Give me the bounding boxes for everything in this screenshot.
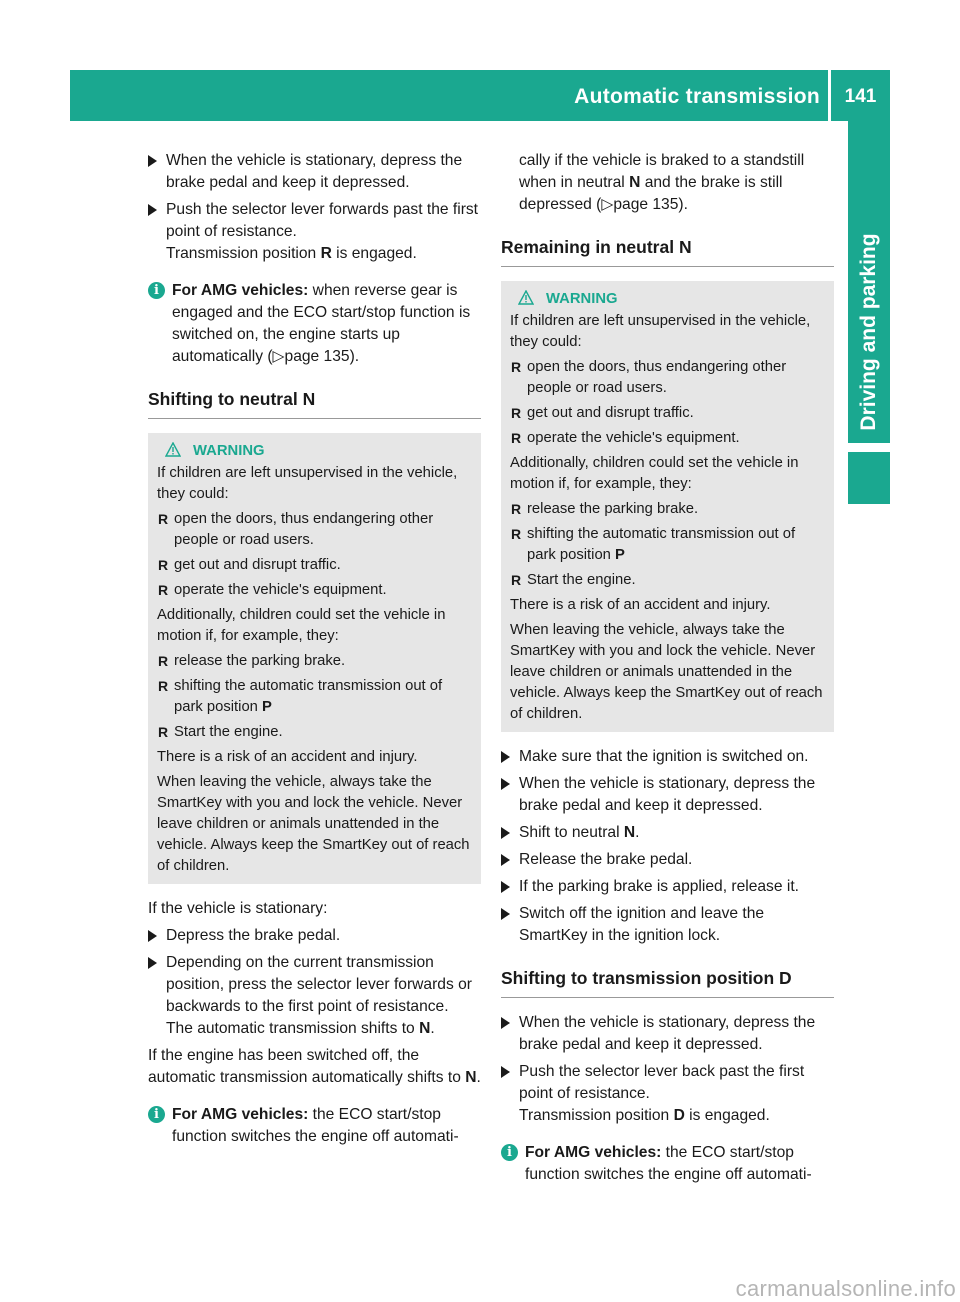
page-number: 141 xyxy=(844,86,877,107)
step-arrow-icon xyxy=(501,881,510,893)
section-heading: Shifting to transmission position D xyxy=(501,967,834,998)
warning-box xyxy=(501,281,834,732)
step-arrow-icon xyxy=(501,827,510,839)
watermark: carmanualsonline.info xyxy=(735,1276,956,1301)
step-arrow-icon xyxy=(501,908,510,920)
bullet-item: R shifting the automatic transmission out of park position P xyxy=(158,678,443,715)
warning-text: Additionally, children could set the vehicle in motion if, for example, they: xyxy=(157,607,446,644)
instruction-step: When the vehicle is stationary, depress the brake pedal and keep it depressed. xyxy=(148,150,481,194)
bullet-item: R open the doors, thus endangering other people or road users. xyxy=(511,359,787,396)
info-note: i For AMG vehicles: the ECO start/stop function switches the engine off automati- xyxy=(501,1142,834,1186)
bullet-item: R open the doors, thus endangering other people or road users. xyxy=(158,511,434,548)
instruction-step: Make sure that the ignition is switched on. xyxy=(501,746,834,768)
step-arrow-icon xyxy=(501,1066,510,1078)
instruction-step: Shift to neutral N. xyxy=(501,822,834,844)
instruction-step: Depending on the current transmission position, press the selector lever forwards or backwards to the first point of resistance. The automatic transmission shifts to N. xyxy=(148,952,481,1040)
info-note: i For AMG vehicles: the ECO start/stop function switches the engine off automati- xyxy=(148,1104,481,1148)
warning-text: If children are left unsupervised in the vehicle, they could: xyxy=(510,313,811,350)
step-arrow-icon xyxy=(148,204,157,216)
bullet-item: R operate the vehicle's equipment. xyxy=(158,582,387,598)
step-arrow-icon xyxy=(501,778,510,790)
warning-heading: WARNING xyxy=(157,441,473,462)
step-arrow-icon xyxy=(148,155,157,167)
bullet-item: R Start the engine. xyxy=(158,724,283,740)
bullet-item: R shifting the automatic transmission out of park position P xyxy=(511,526,796,563)
chapter-tab-label: Driving and parking xyxy=(857,233,880,431)
warning-text: There is a risk of an accident and injury. xyxy=(157,749,418,765)
bullet-item: R get out and disrupt traffic. xyxy=(511,405,694,421)
warning-heading: WARNING xyxy=(510,289,826,310)
step-result: Transmission position R is engaged. xyxy=(166,245,417,262)
info-note: i For AMG vehicles: when reverse gear is engaged and the ECO start/stop function is switched on, the engine starts up automatically (▷page 135). xyxy=(148,280,481,368)
warning-box xyxy=(148,433,481,884)
instruction-step: When the vehicle is stationary, depress the brake pedal and keep it depressed. xyxy=(501,773,834,817)
warning-text: There is a risk of an accident and injury. xyxy=(510,597,771,613)
step-arrow-icon xyxy=(501,751,510,763)
instruction-step: Release the brake pedal. xyxy=(501,849,834,871)
body-text: cally if the vehicle is braked to a standstill when in neutral N and the brake is still depressed (▷page 135). xyxy=(519,152,805,213)
bullet-item: R operate the vehicle's equipment. xyxy=(511,430,740,446)
warning-triangle-icon xyxy=(165,442,181,457)
step-arrow-icon xyxy=(501,854,510,866)
chapter-marker xyxy=(848,452,890,504)
section-heading: Remaining in neutral N xyxy=(501,236,834,267)
page-header xyxy=(70,70,890,121)
warning-text: When leaving the vehicle, always take the SmartKey with you and lock the vehicle. Never leave children or animals unattended in the vehicle. Always keep the SmartKey out of reach of children. xyxy=(157,774,470,874)
instruction-step: Push the selector lever forwards past the first point of resistance. Transmission position R is engaged. xyxy=(148,199,481,265)
page-reference[interactable]: ▷page 135 xyxy=(601,196,679,213)
warning-text: When leaving the vehicle, always take the SmartKey with you and lock the vehicle. Never leave children or animals unattended in the vehicle. Always keep the SmartKey out of reach of children. xyxy=(510,622,823,722)
step-result: The automatic transmission shifts to N. xyxy=(166,1020,435,1037)
info-icon: i xyxy=(148,282,165,299)
right-column xyxy=(501,150,834,1192)
body-text: If the engine has been switched off, the automatic transmission automatically shifts to N. xyxy=(148,1047,481,1086)
header-title: Automatic transmission xyxy=(574,85,820,108)
instruction-step: Depress the brake pedal. xyxy=(148,925,481,947)
step-result: Transmission position D is engaged. xyxy=(519,1107,770,1124)
bullet-item: R release the parking brake. xyxy=(511,501,699,517)
warning-text: Additionally, children could set the vehicle in motion if, for example, they: xyxy=(510,455,799,492)
warning-triangle-icon xyxy=(518,290,534,305)
instruction-step: If the parking brake is applied, release it. xyxy=(501,876,834,898)
page-reference[interactable]: ▷page 135 xyxy=(272,348,350,365)
info-icon: i xyxy=(148,1106,165,1123)
bullet-item: R get out and disrupt traffic. xyxy=(158,557,341,573)
step-arrow-icon xyxy=(148,957,157,969)
instruction-step: Switch off the ignition and leave the SmartKey in the ignition lock. xyxy=(501,903,834,947)
warning-text: If children are left unsupervised in the vehicle, they could: xyxy=(157,465,458,502)
instruction-step: Push the selector lever back past the first point of resistance. Transmission position D is engaged. xyxy=(501,1061,834,1127)
left-column xyxy=(148,150,481,1154)
step-arrow-icon xyxy=(148,930,157,942)
section-heading: Shifting to neutral N xyxy=(148,388,481,419)
bullet-item: R Start the engine. xyxy=(511,572,636,588)
body-text: If the vehicle is stationary: xyxy=(148,900,328,917)
info-icon: i xyxy=(501,1144,518,1161)
step-arrow-icon xyxy=(501,1017,510,1029)
instruction-step: When the vehicle is stationary, depress the brake pedal and keep it depressed. xyxy=(501,1012,834,1056)
bullet-item: R release the parking brake. xyxy=(158,653,346,669)
